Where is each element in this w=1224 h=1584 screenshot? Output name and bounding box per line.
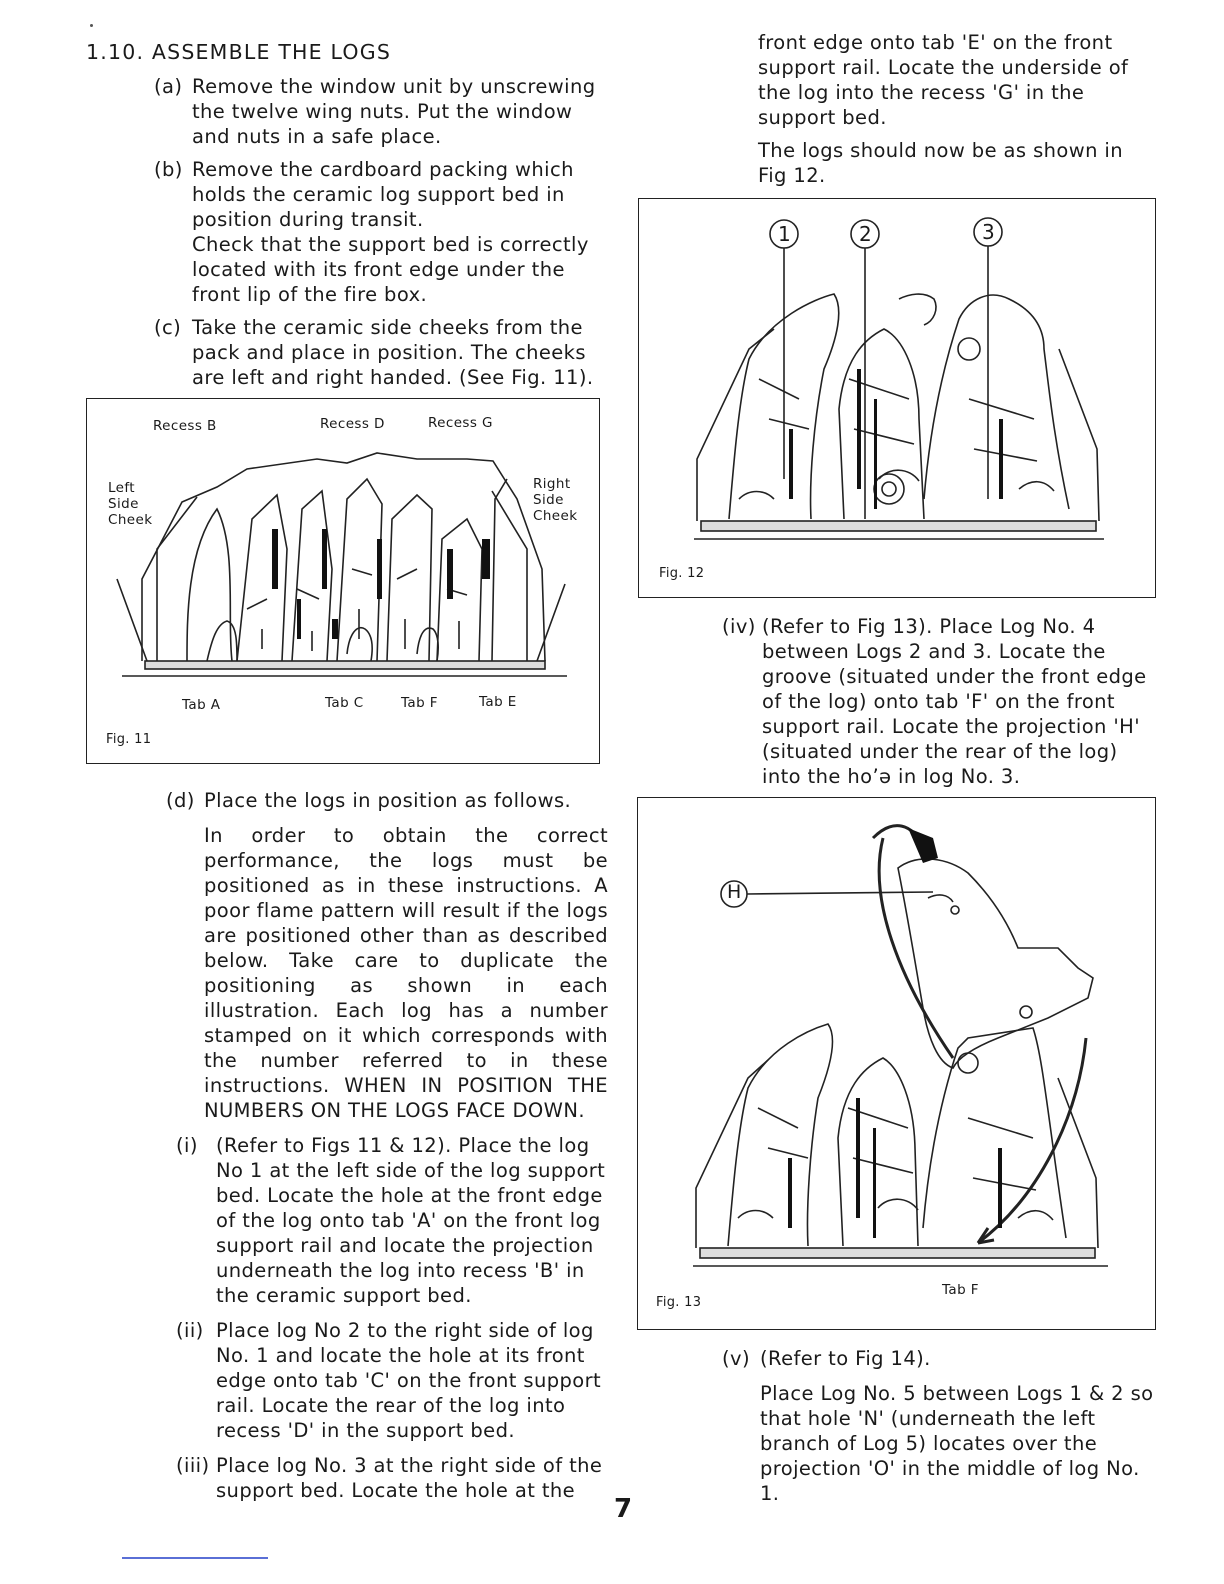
step-d-text: Place the logs in position as follows. [204, 789, 572, 812]
label-right-2: Side [533, 492, 564, 508]
label-recess-g: Recess G [428, 415, 493, 431]
figure-12 [638, 198, 1156, 598]
step-iv-text: (Refer to Fig 13). Place Log No. 4 between Logs 2 and 3. Locate the groove (situated under the front edge of the log) onto tab 'F' on the front support rail. Locate the projection 'H' (situated under the rear of the log) into the ho’ə in log No. 3. [762, 615, 1147, 788]
step-v-text: (Refer to Fig 14). [760, 1347, 931, 1370]
callout-1: 1 [778, 222, 792, 246]
step-iv-label: (iv) [722, 615, 756, 638]
substep-ii-label: (ii) [176, 1319, 204, 1342]
fig-12-drawing [639, 199, 1155, 597]
callout-h: H [727, 881, 742, 903]
page-number: 7 [614, 1494, 633, 1524]
label-left-2: Side [108, 496, 139, 512]
substep-ii-text: Place log No 2 to the right side of log No. 1 and locate the hole at its front edge onto tab 'C' on the front support rail. Locate the rear of the log into recess 'D' in the support bed. [216, 1319, 602, 1442]
step-d-paragraph: In order to obtain the correct performance, the logs must be positioned as in these instructions. A poor flame pattern will result if the logs are positioned other than as described below. Take care to duplicate the positioning as shown in each illustration. Each log has a number stamped on it which corresponds with the number referred to in these instructions. WHEN IN POSITION THE NUMBERS ON THE LOGS FACE DOWN. [204, 824, 608, 1122]
step-d-label: (d) [166, 789, 195, 812]
step-c-label: (c) [154, 316, 182, 339]
callout-2: 2 [859, 222, 873, 246]
substep-iii-text: Place log No. 3 at the right side of the support bed. Locate the hole at the [216, 1454, 603, 1502]
label-tab-e: Tab E [479, 694, 517, 710]
step-d [86, 788, 608, 813]
step-b-label: (b) [154, 158, 183, 181]
step-v-paragraph: Place Log No. 5 between Logs 1 & 2 so that hole 'N' (underneath the left branch of Log 5) locates over the projection 'O' in the middle of log No. 1. [760, 1382, 1154, 1505]
substep-ii [86, 1318, 608, 1443]
step-a [86, 74, 611, 149]
step-c-text: Take the ceramic side cheeks from the pack and place in position. The cheeks are left and right handed. (See Fig. 11). [192, 316, 594, 389]
fig-12-note: The logs should now be as shown in Fig 12. [758, 139, 1123, 187]
fig-13-caption: Fig. 13 [656, 1295, 702, 1310]
figure-13 [637, 797, 1156, 1330]
substep-i-text: (Refer to Figs 11 & 12). Place the log No 1 at the left side of the log support bed. Locate the hole at the front edge of the log onto tab 'A' on the front log support rail and locate the projection underneath the log into recess 'B' in the ceramic support bed. [216, 1134, 606, 1307]
label-right-3: Cheek [533, 508, 578, 524]
step-iii-continuation: front edge onto tab 'E' on the front support rail. Locate the underside of the log into the recess 'G' in the support bed. [758, 31, 1129, 129]
step-b [86, 157, 611, 307]
label-recess-b: Recess B [153, 418, 217, 434]
step-a-text: Remove the window unit by unscrewing the twelve wing nuts. Put the window and nuts in a safe place. [192, 75, 596, 148]
step-v [722, 1346, 1154, 1506]
substep-iii-label: (iii) [176, 1454, 210, 1477]
fig-13-drawing [638, 798, 1155, 1329]
stray-mark [90, 24, 93, 27]
step-b-text-2: Check that the support bed is correctly located with its front edge under the front lip of the fire box. [192, 233, 589, 306]
step-b-text: Remove the cardboard packing which holds the ceramic log support bed in position during transit. [192, 158, 574, 231]
label-tab-f: Tab F [401, 695, 438, 711]
label-tab-f-fig13: Tab F [942, 1282, 979, 1298]
label-left-1: Left [108, 480, 135, 496]
label-left-3: Cheek [108, 512, 153, 528]
left-column-lower [86, 788, 608, 1513]
label-right-side-cheek [533, 476, 577, 524]
substep-iii [86, 1453, 608, 1503]
left-column [86, 38, 611, 398]
substep-i [86, 1133, 608, 1308]
step-iv [722, 614, 1154, 789]
step-a-label: (a) [154, 75, 183, 98]
section-heading: 1.10. ASSEMBLE THE LOGS [86, 40, 392, 64]
step-c [86, 315, 611, 390]
right-column-top [758, 30, 1154, 188]
fig-11-caption: Fig. 11 [106, 732, 152, 747]
step-v-label: (v) [722, 1347, 750, 1370]
label-tab-a: Tab A [182, 697, 221, 713]
figure-11 [86, 398, 600, 764]
callout-3: 3 [982, 220, 996, 244]
label-tab-c: Tab C [325, 695, 364, 711]
bottom-rule [122, 1557, 268, 1559]
label-right-1: Right [533, 476, 571, 492]
substep-i-label: (i) [176, 1134, 198, 1157]
label-left-side-cheek [108, 480, 152, 528]
fig-12-caption: Fig. 12 [659, 566, 705, 581]
label-recess-d: Recess D [320, 416, 385, 432]
